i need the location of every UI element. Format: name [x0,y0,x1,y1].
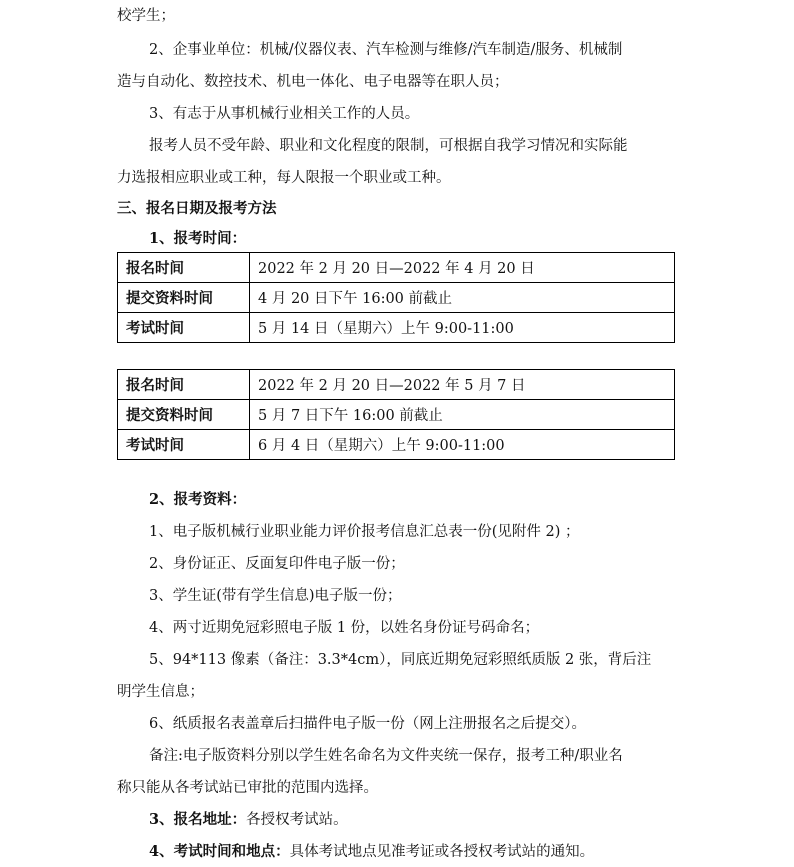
exam-location-text: 具体考试地点见准考证或各授权考试站的通知。 [289,844,595,860]
table-cell-value: 4 月 20 日下午 16:00 前截止 [250,283,675,313]
address-text: 各授权考试站。 [246,812,348,828]
paragraph-line: 造与自动化、数控技术、机电一体化、电子电器等在职人员； [117,74,509,90]
paragraph-line: 校学生； [117,8,175,24]
table-cell-label: 考试时间 [118,430,250,460]
list-item: 2、身份证正、反面复印件电子版一份； [149,556,405,572]
table-row [118,253,675,283]
schedule-table-1 [117,252,675,343]
table-cell-value: 5 月 7 日下午 16:00 前截止 [250,400,675,430]
list-item: 5、94*113 像素（备注：3.3*4cm），同底近期免冠彩照纸质版 2 张，背后注 [149,652,652,668]
table-cell-label: 报名时间 [118,370,250,400]
table-row [118,430,675,460]
table-row [118,370,675,400]
exam-time-location [149,842,594,862]
table-cell-label: 考试时间 [118,313,250,343]
registration-address [149,810,348,830]
schedule-table-2 [117,369,675,460]
note-line: 称只能从各考试站已审批的范围内选择。 [117,780,378,796]
table-cell-label: 提交资料时间 [118,400,250,430]
table-cell-label: 报名时间 [118,253,250,283]
table-cell-value: 2022 年 2 月 20 日—2022 年 4 月 20 日 [250,253,675,283]
list-item: 4、两寸近期免冠彩照电子版 1 份，以姓名身份证号码命名； [149,620,540,636]
table-cell-value: 6 月 4 日（星期六）上午 9:00-11:00 [250,430,675,460]
list-item: 1、电子版机械行业职业能力评价报考信息汇总表一份(见附件 2) ； [149,524,580,540]
table-row [118,283,675,313]
section-heading: 三、报名日期及报考方法 [117,200,277,217]
subheading-address: 3、报名地址： [149,811,247,828]
paragraph-line: 力选报相应职业或工种，每人限报一个职业或工种。 [117,170,451,186]
paragraph-line: 报考人员不受年龄、职业和文化程度的限制，可根据自我学习情况和实际能 [149,138,628,154]
list-item: 3、学生证(带有学生信息)电子版一份； [149,588,402,604]
note-line: 备注:电子版资料分别以学生姓名命名为文件夹统一保存，报考工种/职业名 [149,748,623,764]
subheading-materials: 2、报考资料： [149,491,247,508]
subheading-exam-time: 1、报考时间： [149,230,247,247]
subheading-exam-location: 4、考试时间和地点： [149,843,290,860]
table-row [118,400,675,430]
paragraph-line: 2、企事业单位：机械/仪器仪表、汽车检测与维修/汽车制造/服务、机械制 [149,42,623,58]
paragraph-line: 3、有志于从事机械行业相关工作的人员。 [149,106,420,122]
table-cell-value: 2022 年 2 月 20 日—2022 年 5 月 7 日 [250,370,675,400]
list-item: 6、纸质报名表盖章后扫描件电子版一份（网上注册报名之后提交）。 [149,716,586,732]
table-cell-label: 提交资料时间 [118,283,250,313]
table-cell-value: 5 月 14 日（星期六）上午 9:00-11:00 [250,313,675,343]
list-item: 明学生信息； [117,684,204,700]
table-row [118,313,675,343]
